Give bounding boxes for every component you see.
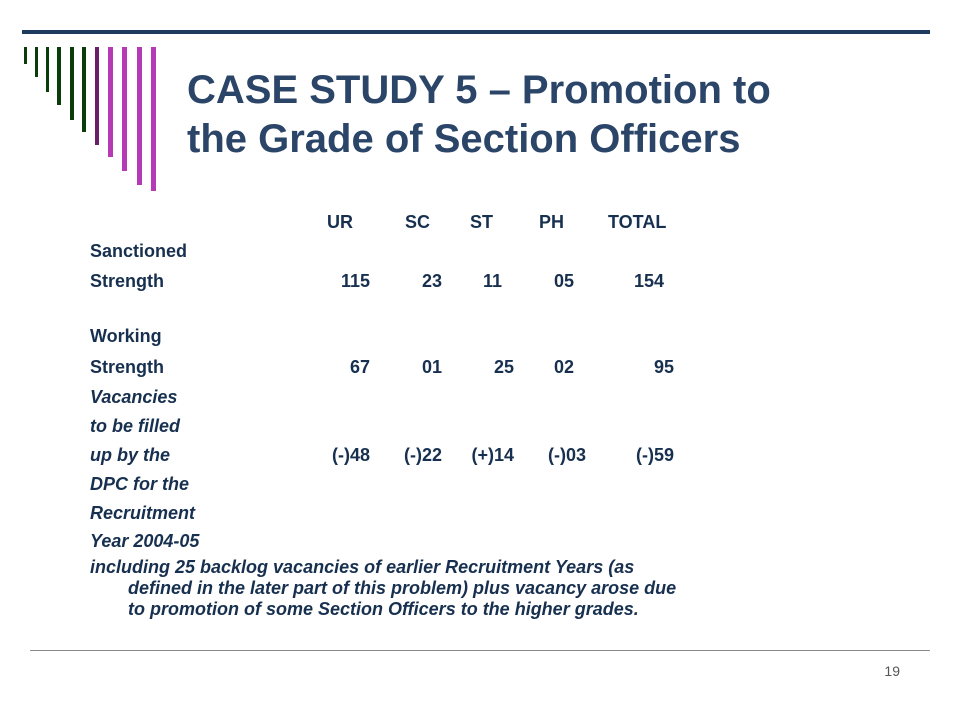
row-label-vacancies-line-6: Year 2004-05 xyxy=(90,531,200,551)
bottom-rule xyxy=(30,650,930,651)
row-label-vacancies-line-4: DPC for the xyxy=(90,474,189,494)
working-total: 95 xyxy=(653,357,674,377)
working-ph: 02 xyxy=(553,357,574,377)
row-label-working-line-1: Working xyxy=(90,326,162,346)
row-label-vacancies-line-3: up by the xyxy=(90,445,170,465)
row-label-vacancies-line-5: Recruitment xyxy=(90,503,196,523)
vacancies-ph: (-)03 xyxy=(547,445,586,465)
col-header-total: TOTAL xyxy=(608,212,667,232)
sanctioned-total: 154 xyxy=(633,271,664,291)
title-line-2: the Grade of Section Officers xyxy=(187,117,741,161)
vacancies-sc: (-)22 xyxy=(403,445,442,465)
col-header-sc: SC xyxy=(405,212,431,232)
footnote-line-1: including 25 backlog vacancies of earlier Recruitment Years (as xyxy=(90,557,635,577)
working-sc: 01 xyxy=(421,357,442,377)
sanctioned-sc: 23 xyxy=(421,271,442,291)
footnote xyxy=(90,557,910,620)
working-st: 25 xyxy=(493,357,514,377)
footnote-line-2: defined in the later part of this problem) plus vacancy arose due xyxy=(128,578,677,598)
top-rule xyxy=(22,30,930,34)
slide-title xyxy=(187,66,927,164)
col-header-st: ST xyxy=(470,212,494,232)
sanctioned-ph: 05 xyxy=(553,271,574,291)
col-header-ph: PH xyxy=(539,212,565,232)
title-line-1: CASE STUDY 5 – Promotion to xyxy=(187,68,771,112)
row-label-vacancies-line-1: Vacancies xyxy=(90,387,178,407)
vacancies-st: (+)14 xyxy=(471,445,514,465)
sanctioned-ur: 115 xyxy=(340,271,370,291)
working-ur: 67 xyxy=(349,357,370,377)
row-label-sanctioned-line-1: Sanctioned xyxy=(90,241,188,261)
row-label-working-line-2: Strength xyxy=(90,357,164,377)
row-label-sanctioned-line-2: Strength xyxy=(90,271,164,291)
footnote-line-3: to promotion of some Section Officers to the higher grades. xyxy=(128,599,639,619)
sanctioned-st: 11 xyxy=(482,271,502,291)
row-label-vacancies-line-2: to be filled xyxy=(90,416,180,436)
col-header-ur: UR xyxy=(327,212,353,232)
slide-number: 19 xyxy=(884,663,900,679)
vacancies-ur: (-)48 xyxy=(331,445,370,465)
vacancies-total: (-)59 xyxy=(635,445,674,465)
